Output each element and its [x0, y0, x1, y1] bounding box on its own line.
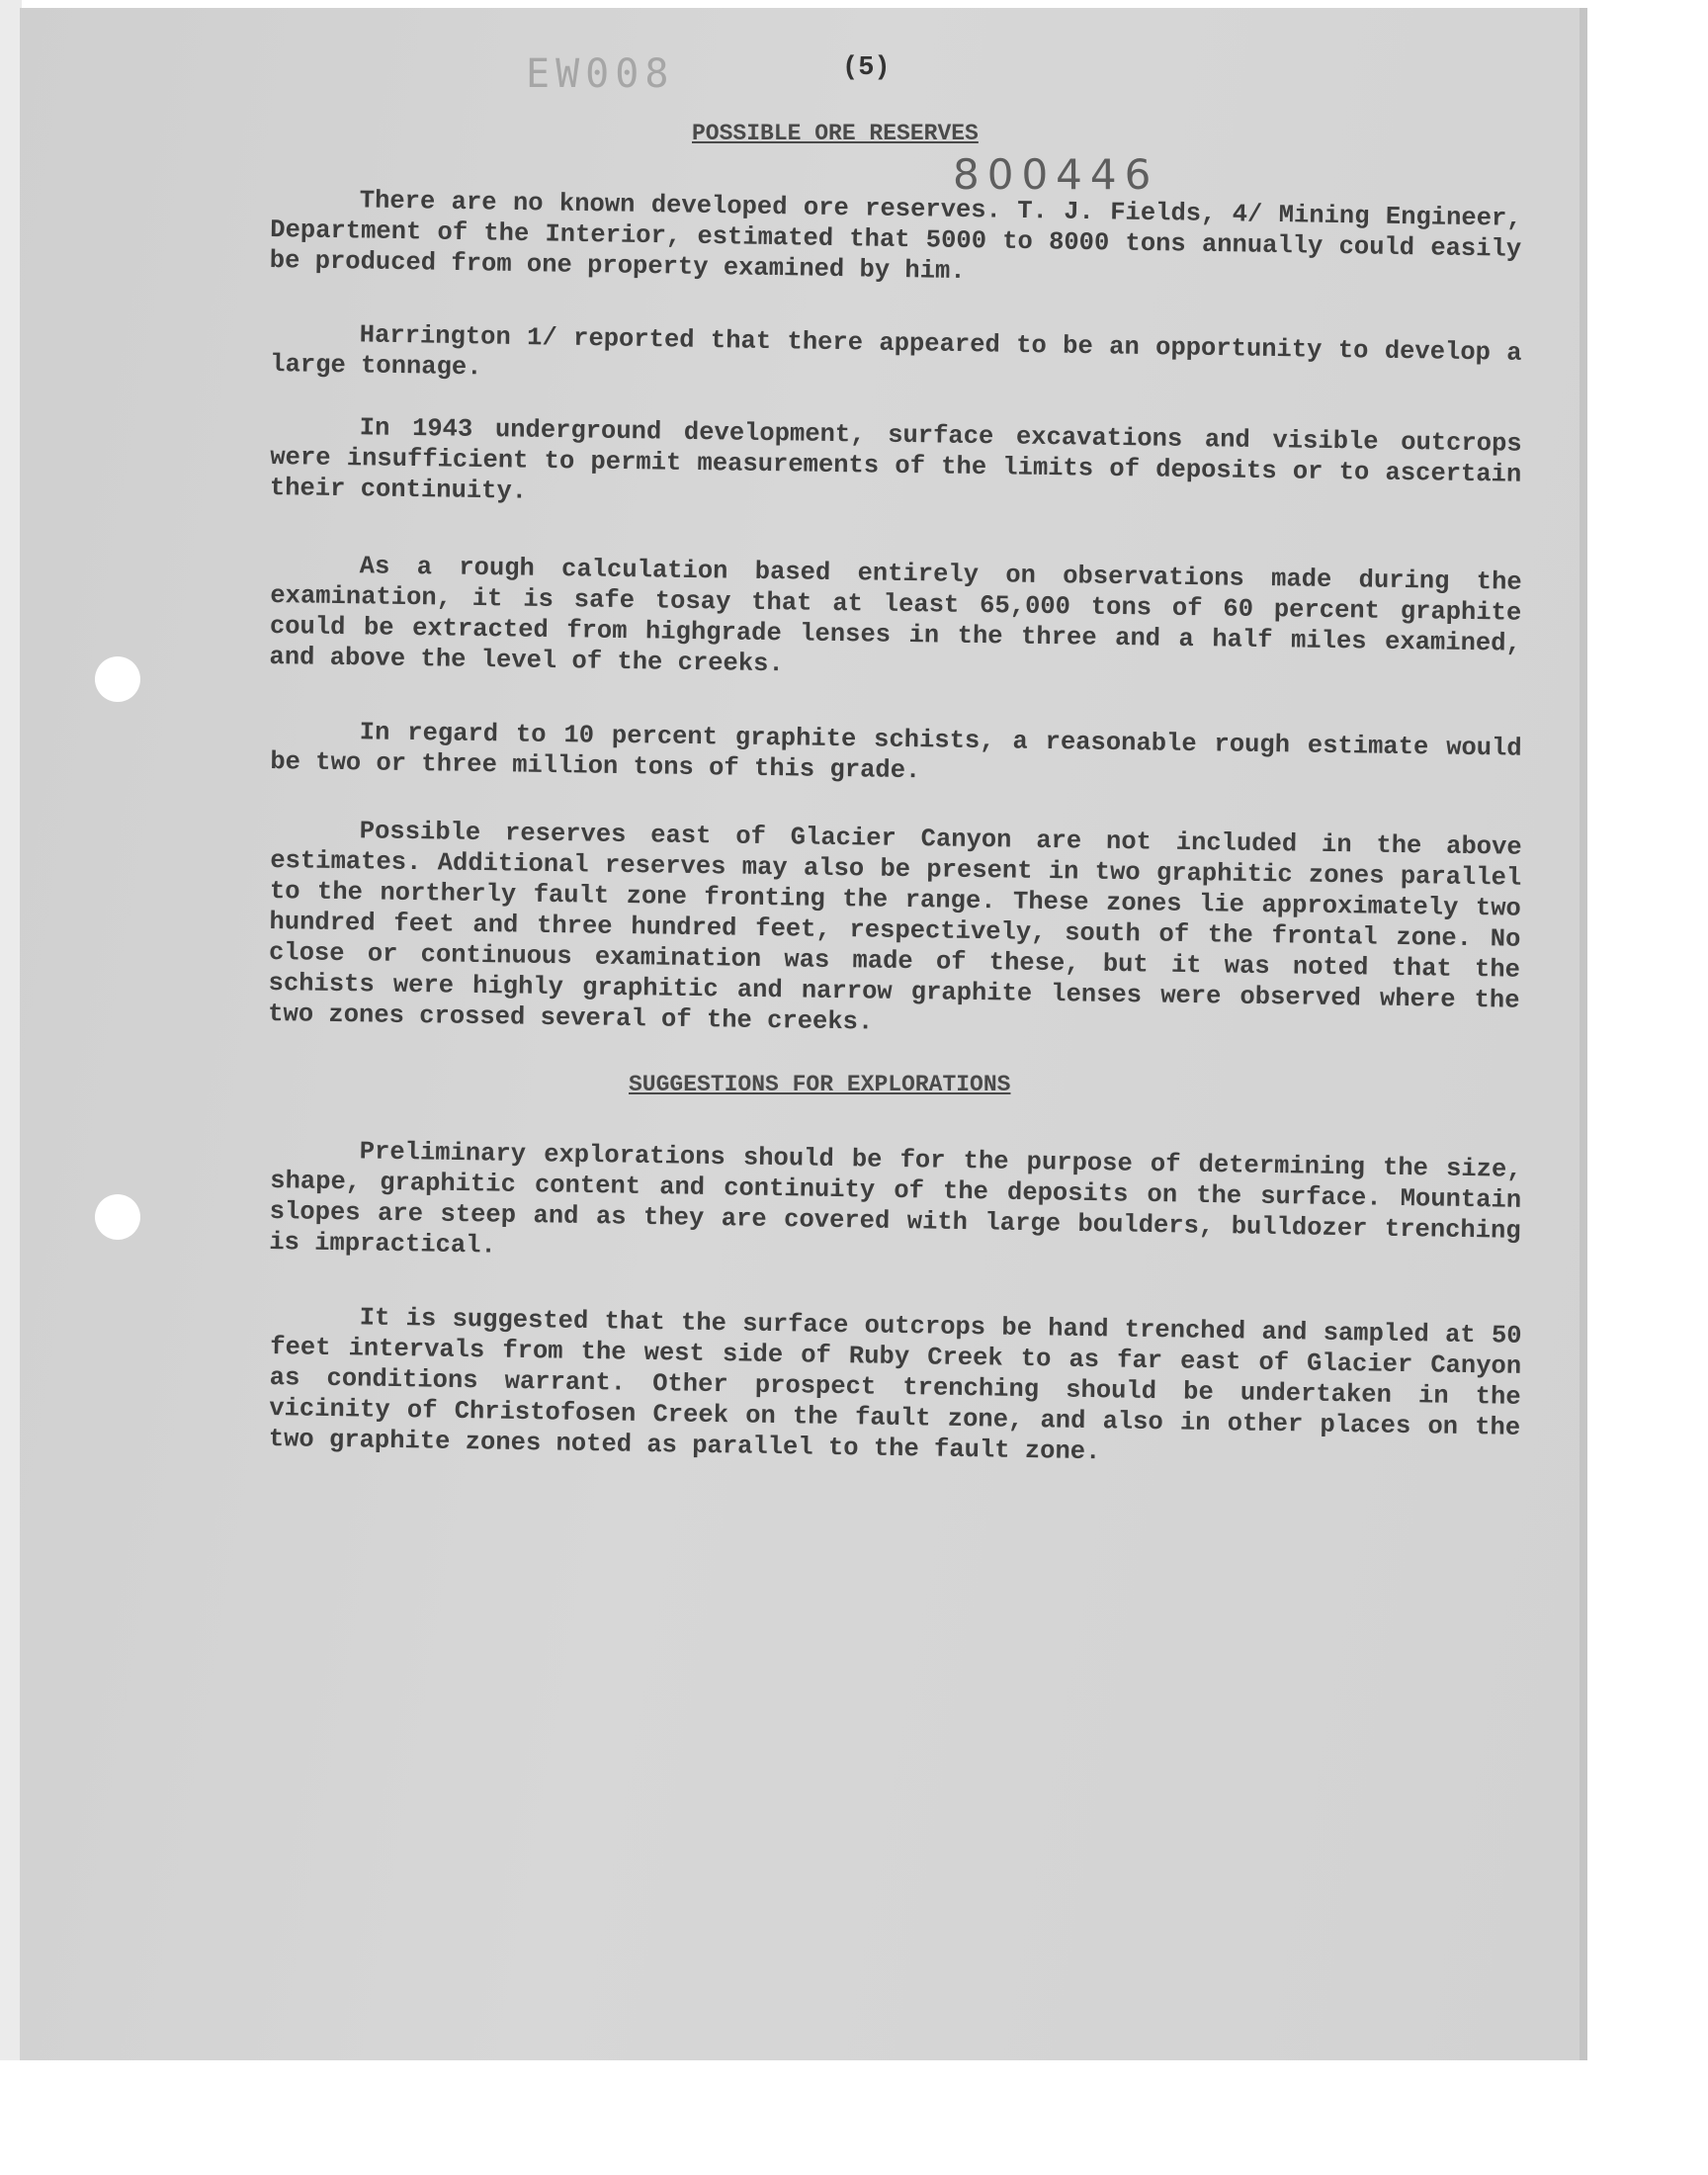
section-heading-explorations: SUGGESTIONS FOR EXPLORATIONS — [629, 1072, 1011, 1097]
paragraph-glacier-canyon: Possible reserves east of Glacier Canyon are not included in the above estimates. Additional reserves may also be present in two graphitic zones parallel to the northerly fault zone fronting the range. These zones lie approximately two hundred feet and three hundred feet, respectively, south of the frontal zone. No close or continuous examination was made of these, but it was noted that the schists were highly graphitic and narrow graphite lenses were observed where the two zones crossed several of the creeks. — [267, 817, 1522, 1037]
paragraph-1943-development: In 1943 underground development, surface excavations and visible outcrops were insufficient to permit measurements of the limits of deposits or to ascertain their continuity. — [269, 413, 1522, 506]
paragraph-graphite-schists: In regard to 10 percent graphite schists, a reasonable rough estimate would be two or three million tons of this grade. — [270, 718, 1522, 786]
page-number: (5) — [842, 53, 891, 83]
paragraph-rough-calculation: As a rough calculation based entirely on observations made during the examination, it is safe tosay that at least 65,000 tons of 60 percent graphite could be extracted from highgrade lenses in the three and a half miles examined, and above the level of the creeks. — [269, 552, 1522, 679]
punch-hole-bottom — [95, 1194, 140, 1240]
paragraph-harrington: Harrington 1/ reported that there appeared to be an opportunity to develop a large tonnage. — [270, 320, 1522, 383]
paragraph-hand-trenching: It is suggested that the surface outcrops be hand trenched and sampled at 50 feet intervals from the west side of Ruby Creek to as far east of Glacier Canyon as conditions warrant. Other prospect trenching should be undertaken in the vicinity of Christofosen Creek on the fault zone, and also in other places on the two graphite zones noted as parallel to the fault zone. — [268, 1303, 1522, 1467]
scan-left-margin — [0, 0, 22, 2060]
stamp-number: EW008 — [526, 51, 675, 97]
paragraph-preliminary-explorations: Preliminary explorations should be for the purpose of determining the size, shape, graphitic content and continuity of the deposits on the surface. Mountain slopes are steep and as they are covered with large boulders, bulldozer trenching is impractical. — [269, 1137, 1522, 1261]
handwritten-number: 800446 — [953, 150, 1159, 199]
page-right-edge — [1580, 8, 1587, 2060]
paragraph-known-reserves: There are no known developed ore reserves. T. J. Fields, 4/ Mining Engineer, Department of the Interior, estimated that 5000 to 8000 tons annually could easily be produced from one property examined by him. — [269, 186, 1522, 287]
section-heading-ore-reserves: POSSIBLE ORE RESERVES — [692, 121, 979, 146]
punch-hole-top — [95, 656, 140, 702]
